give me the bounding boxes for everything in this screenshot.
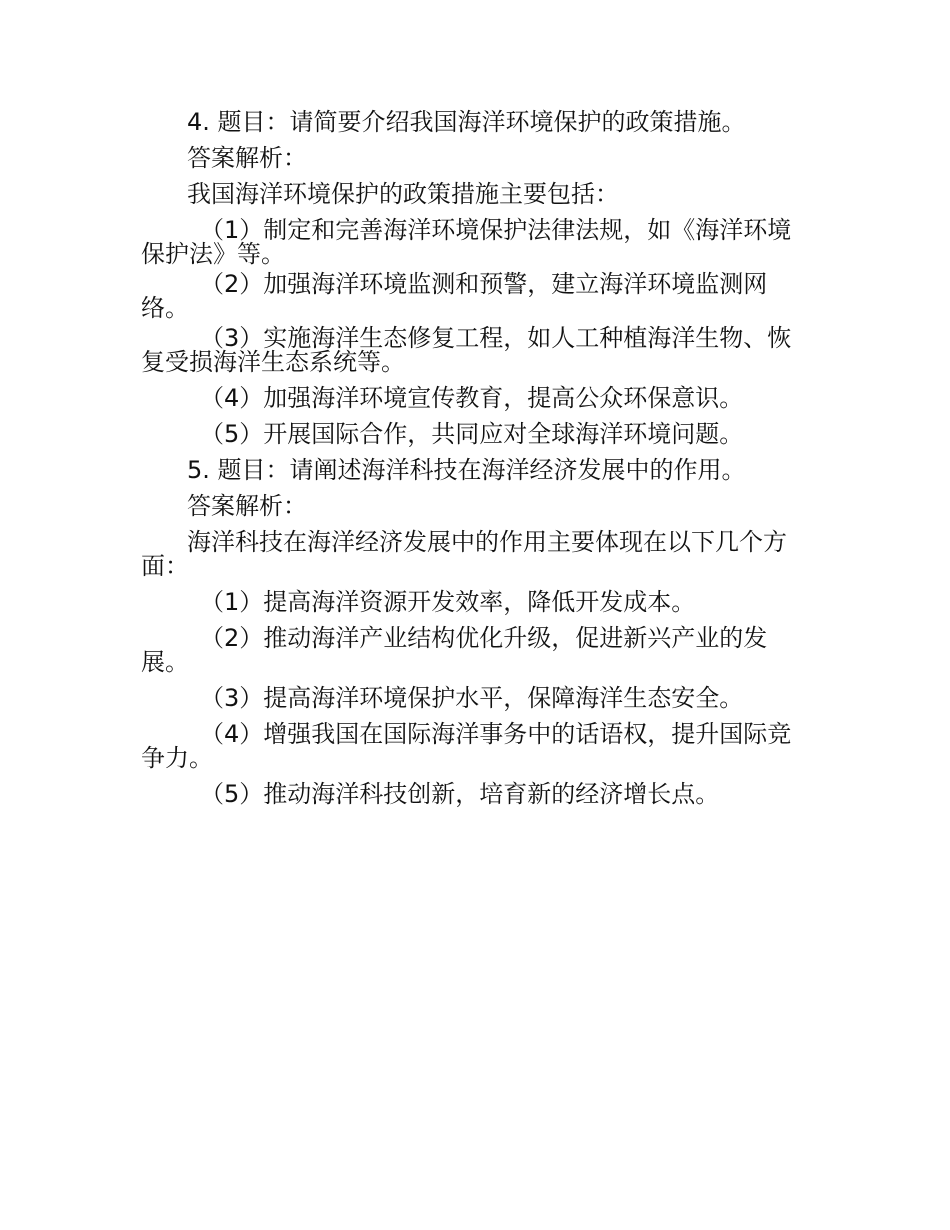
question-5-intro: 海洋科技在海洋经济发展中的作用主要体现在以下几个方面： xyxy=(141,528,787,580)
question-5-item-1: （1）提高海洋资源开发效率，降低开发成本。 xyxy=(200,588,696,616)
question-4-title: 4. 题目：请简要介绍我国海洋环境保护的政策措施。 xyxy=(187,108,746,136)
question-4-answer-label: 答案解析： xyxy=(187,144,307,172)
question-5-item-5: （5）推动海洋科技创新，培育新的经济增长点。 xyxy=(200,780,720,808)
question-4-item-2: （2）加强海洋环境监测和预警，建立海洋环境监测网络。 xyxy=(141,270,768,322)
question-4-item-5: （5）开展国际合作，共同应对全球海洋环境问题。 xyxy=(200,420,744,448)
question-5-title: 5. 题目：请阐述海洋科技在海洋经济发展中的作用。 xyxy=(187,456,746,484)
question-4-item-3: （3）实施海洋生态修复工程，如人工种植海洋生物、恢复受损海洋生态系统等。 xyxy=(141,324,792,376)
question-4-item-1: （1）制定和完善海洋环境保护法律法规，如《海洋环境保护法》等。 xyxy=(141,216,792,268)
question-4-intro: 我国海洋环境保护的政策措施主要包括： xyxy=(187,180,619,208)
document-body xyxy=(141,104,811,812)
question-4-item-4: （4）加强海洋环境宣传教育，提高公众环保意识。 xyxy=(200,384,744,412)
question-5-item-2: （2）推动海洋产业结构优化升级，促进新兴产业的发展。 xyxy=(141,624,768,676)
question-5-item-4: （4）增强我国在国际海洋事务中的话语权，提升国际竞争力。 xyxy=(141,720,792,772)
question-5-answer-label: 答案解析： xyxy=(187,492,307,520)
question-5-item-3: （3）提高海洋环境保护水平，保障海洋生态安全。 xyxy=(200,684,744,712)
